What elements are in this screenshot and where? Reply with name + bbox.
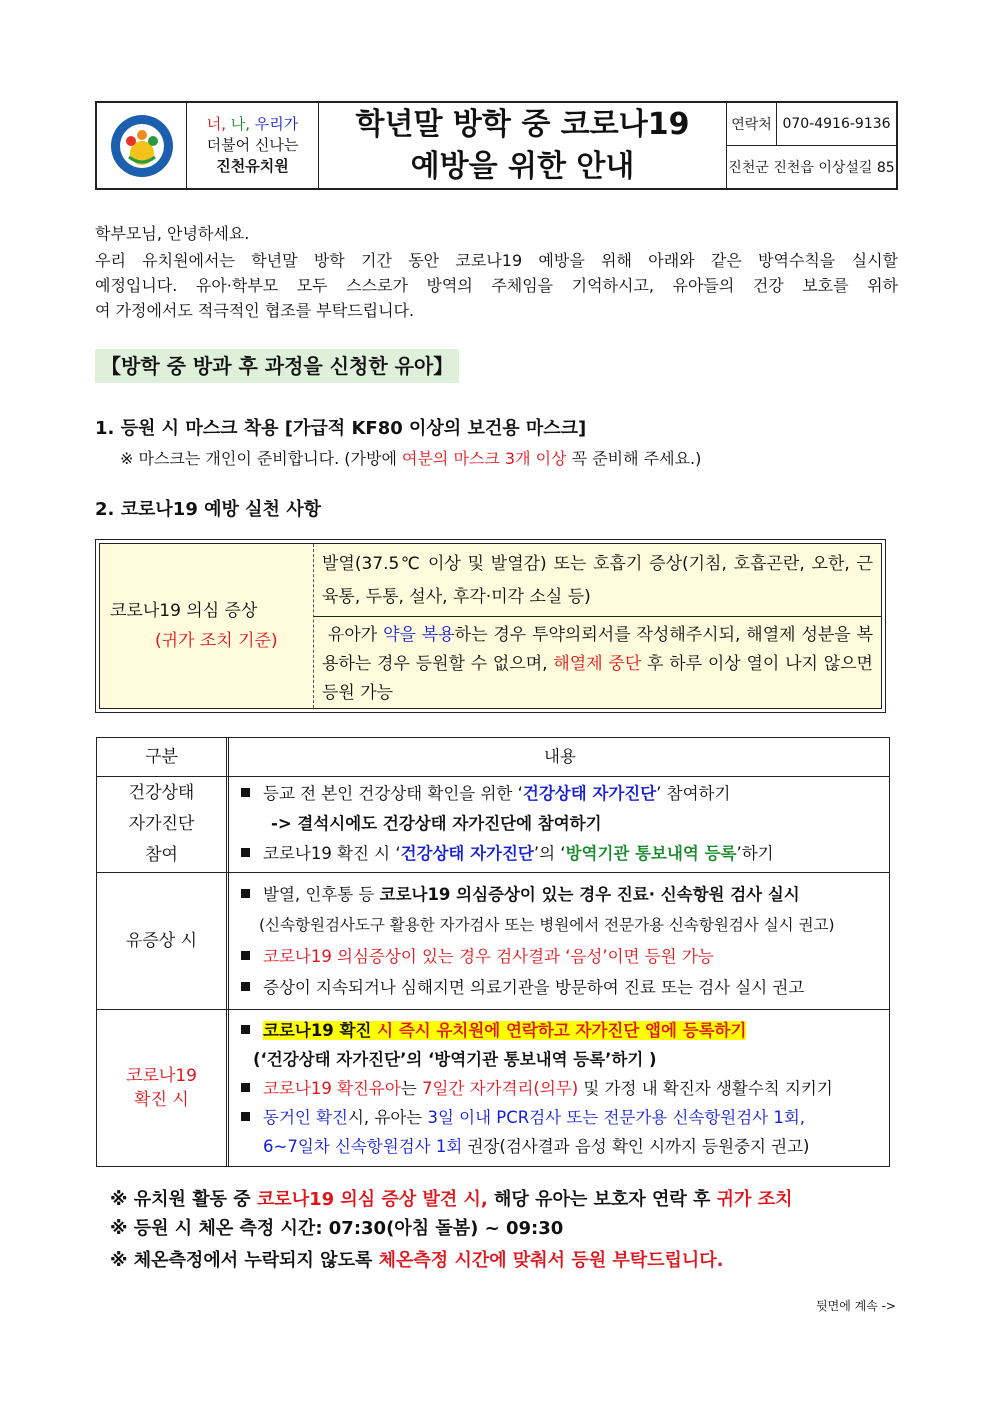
row-label-confirmed <box>97 1010 229 1166</box>
label-line: 코로나19 <box>126 1066 197 1086</box>
text: 코로나19 의심증상이 있는 경우 검사결과 ‘음성’이면 등원 가능 <box>263 947 714 966</box>
header-col-content: 내용 <box>544 747 576 766</box>
label-line: 자가진단 <box>128 814 195 834</box>
school-motto <box>187 103 319 188</box>
text: 건강상태 자가진단 <box>522 784 657 803</box>
school-name: 진천유치원 <box>216 157 289 175</box>
list-item <box>241 941 879 972</box>
table-row-selfcheck <box>97 777 889 873</box>
text: 시, 유아는 <box>347 1108 423 1127</box>
contact-phone: 070-4916-9136 <box>782 116 891 132</box>
table-header-row <box>97 738 889 777</box>
list-subitem: (‘건강상태 자가진단’의 ‘방역기관 통보내역 등록’하기 ) <box>253 1050 657 1069</box>
text: 자가진단 앱에 등록 <box>575 1021 715 1040</box>
med-text-c: 하는 경우 투약의뢰서를 작성해주시되, 해열제 성분을 복용하는 경우 등원할 수 없으며, <box>322 625 874 674</box>
school-logo <box>109 113 175 179</box>
list-subitem: -> 결석시에도 건강상태 자가진단에 참여하기 <box>271 814 602 833</box>
text: 는 <box>400 1079 417 1098</box>
document-title <box>319 103 727 188</box>
guideline-table <box>96 737 890 1167</box>
text: 코로나19 확진 시 ‘ <box>263 844 401 863</box>
list-item <box>241 1016 879 1045</box>
text: 즉시 유치원에 연락 <box>398 1021 538 1040</box>
greeting: 학부모님, 안녕하세요. <box>95 224 250 243</box>
note-text-c: 꼭 준비해 주세요.) <box>571 449 702 468</box>
text: 시 <box>377 1021 394 1040</box>
text: 방역기관 통보내역 등록 <box>565 844 737 863</box>
text: 3일 이내 PCR검사 또는 전문가용 신속항원검사 1회, <box>427 1108 806 1127</box>
text: 동거인 확진 <box>263 1108 348 1127</box>
text: 권장(검사결과 음성 확인 시까지 등원중지 권고) <box>467 1137 810 1156</box>
title-line-2: 예방을 위한 안내 <box>410 148 635 184</box>
list-item <box>241 972 879 1003</box>
text: 코로나19 확진유아 <box>263 1079 401 1098</box>
text: 및 가정 내 확진자 생활수칙 지키기 <box>583 1079 833 1098</box>
motto-line-2: 더불어 신나는 <box>206 136 299 154</box>
intro-line-1: 우리 유치원에서는 학년말 방학 기간 동안 코로나19 예방을 위해 아래와 같은 방역수칙을 실시할 <box>95 251 898 270</box>
continued-note: 뒷면에 계속 -> <box>816 1299 896 1313</box>
text: 건강상태 자가진단 <box>400 844 534 863</box>
list-item <box>241 879 879 910</box>
row-label-selfcheck <box>97 777 229 872</box>
text: 6~7일차 신속항원검사 1회 <box>263 1137 463 1156</box>
footer-note-3 <box>110 1246 724 1272</box>
text: 증상이 지속되거나 심해지면 의료기관을 방문하여 진료 또는 검사 실시 권고 <box>263 978 805 997</box>
footer-note-1 <box>110 1185 793 1211</box>
text: 하기 <box>714 1021 747 1040</box>
header-table <box>95 101 898 190</box>
note-text-a: ※ 마스크는 개인이 준비합니다. (가방에 <box>120 449 397 468</box>
section-title: 【방학 중 방과 후 과정을 신청한 유아】 <box>95 349 459 383</box>
motto-word-1: 너, <box>206 115 226 133</box>
text: 발열, 인후통 등 <box>263 885 375 904</box>
title-line-1: 학년말 방학 중 코로나19 <box>355 106 690 142</box>
text: 체온측정 시간에 맞춰서 등원 부탁드립니다. <box>378 1250 724 1271</box>
medication-note <box>314 617 881 708</box>
med-text-blue: 약을 복용 <box>383 625 455 645</box>
text: 코로나19 확진 <box>263 1021 372 1040</box>
intro-line-2: 예정입니다. 유아·학부모 모두 스스로가 방역의 주체임을 기억하시고, 유아들의 건강 보호를 위하 <box>95 276 898 295</box>
symptom-description: 발열(37.5℃ 이상 및 발열감) 또는 호흡기 증상(기침, 호흡곤란, 오한, 근육통, 두통, 설사, 후각·미각 소실 등) <box>314 544 881 617</box>
text: 7일간 자가격리(의무) <box>422 1079 579 1098</box>
note-text-red: 여분의 마스크 3개 이상 <box>402 449 567 468</box>
text: 등교 전 본인 건강상태 확인을 위한 ‘ <box>263 784 523 803</box>
contact-label: 연락처 <box>727 103 777 145</box>
text: ’하기 <box>736 844 774 863</box>
med-text-a: 유아가 <box>327 625 378 645</box>
label-line: 참여 <box>145 845 178 865</box>
text: 귀가 조치 <box>716 1189 793 1210</box>
text: 코로나19 의심증상이 있는 경우 진료· 신속항원 검사 실시 <box>379 885 800 904</box>
symptom-label-cell <box>100 544 314 708</box>
label-line: 확진 시 <box>134 1090 189 1110</box>
item-1-note <box>120 446 701 469</box>
item-2-title: 2. 코로나19 예방 실천 사항 <box>95 499 321 520</box>
footer-note-2: ※ 등원 시 체온 측정 시간: 07:30(아침 돌봄) ~ 09:30 <box>110 1218 564 1239</box>
row-label-symptomatic: 유증상 시 <box>97 873 229 1009</box>
text: ※ 체온측정에서 누락되지 않도록 <box>110 1250 373 1271</box>
address: 진천군 진천읍 이상설길 85 <box>728 160 895 176</box>
list-subitem <box>241 1132 879 1161</box>
table-row-confirmed <box>97 1010 889 1166</box>
text: 하고 <box>537 1021 570 1040</box>
text: ’ 참여하기 <box>656 784 731 803</box>
list-subitem: (신속항원검사도구 활용한 자가검사 또는 병원에서 전문가용 신속항원검사 실시 권고) <box>259 916 835 934</box>
text: 해당 유아는 보호자 연락 후 <box>494 1189 711 1210</box>
motto-word-2: 나, <box>230 115 251 133</box>
table-row-symptomatic <box>97 873 889 1010</box>
list-item <box>241 779 879 809</box>
label-line: 건강상태 <box>128 783 195 803</box>
header-col-category: 구분 <box>97 738 229 776</box>
text: ’의 ‘ <box>533 844 566 863</box>
item-1-title: 1. 등원 시 마스크 착용 [가급적 KF80 이상의 보건용 마스크] <box>95 418 587 439</box>
med-text-e: 후 하루 이상 열이 나지 않으면 등원 가능 <box>322 654 873 703</box>
motto-word-3: 우리가 <box>254 115 299 133</box>
med-text-red: 해열제 중단 <box>553 654 642 674</box>
text: 코로나19 의심 증상 발견 시, <box>256 1189 488 1210</box>
intro-line-3: 여 가정에서도 적극적인 협조를 부탁드립니다. <box>95 301 415 320</box>
list-item <box>241 1103 879 1132</box>
symptom-sublabel: (귀가 조치 기준) <box>155 631 278 651</box>
list-item <box>241 839 879 869</box>
list-item <box>241 1074 879 1103</box>
logo-cell <box>97 103 187 188</box>
symptom-label: 코로나19 의심 증상 <box>110 601 258 621</box>
symptom-box <box>95 539 886 713</box>
text: ※ 유치원 활동 중 <box>110 1189 251 1210</box>
contact-cell <box>727 103 896 188</box>
